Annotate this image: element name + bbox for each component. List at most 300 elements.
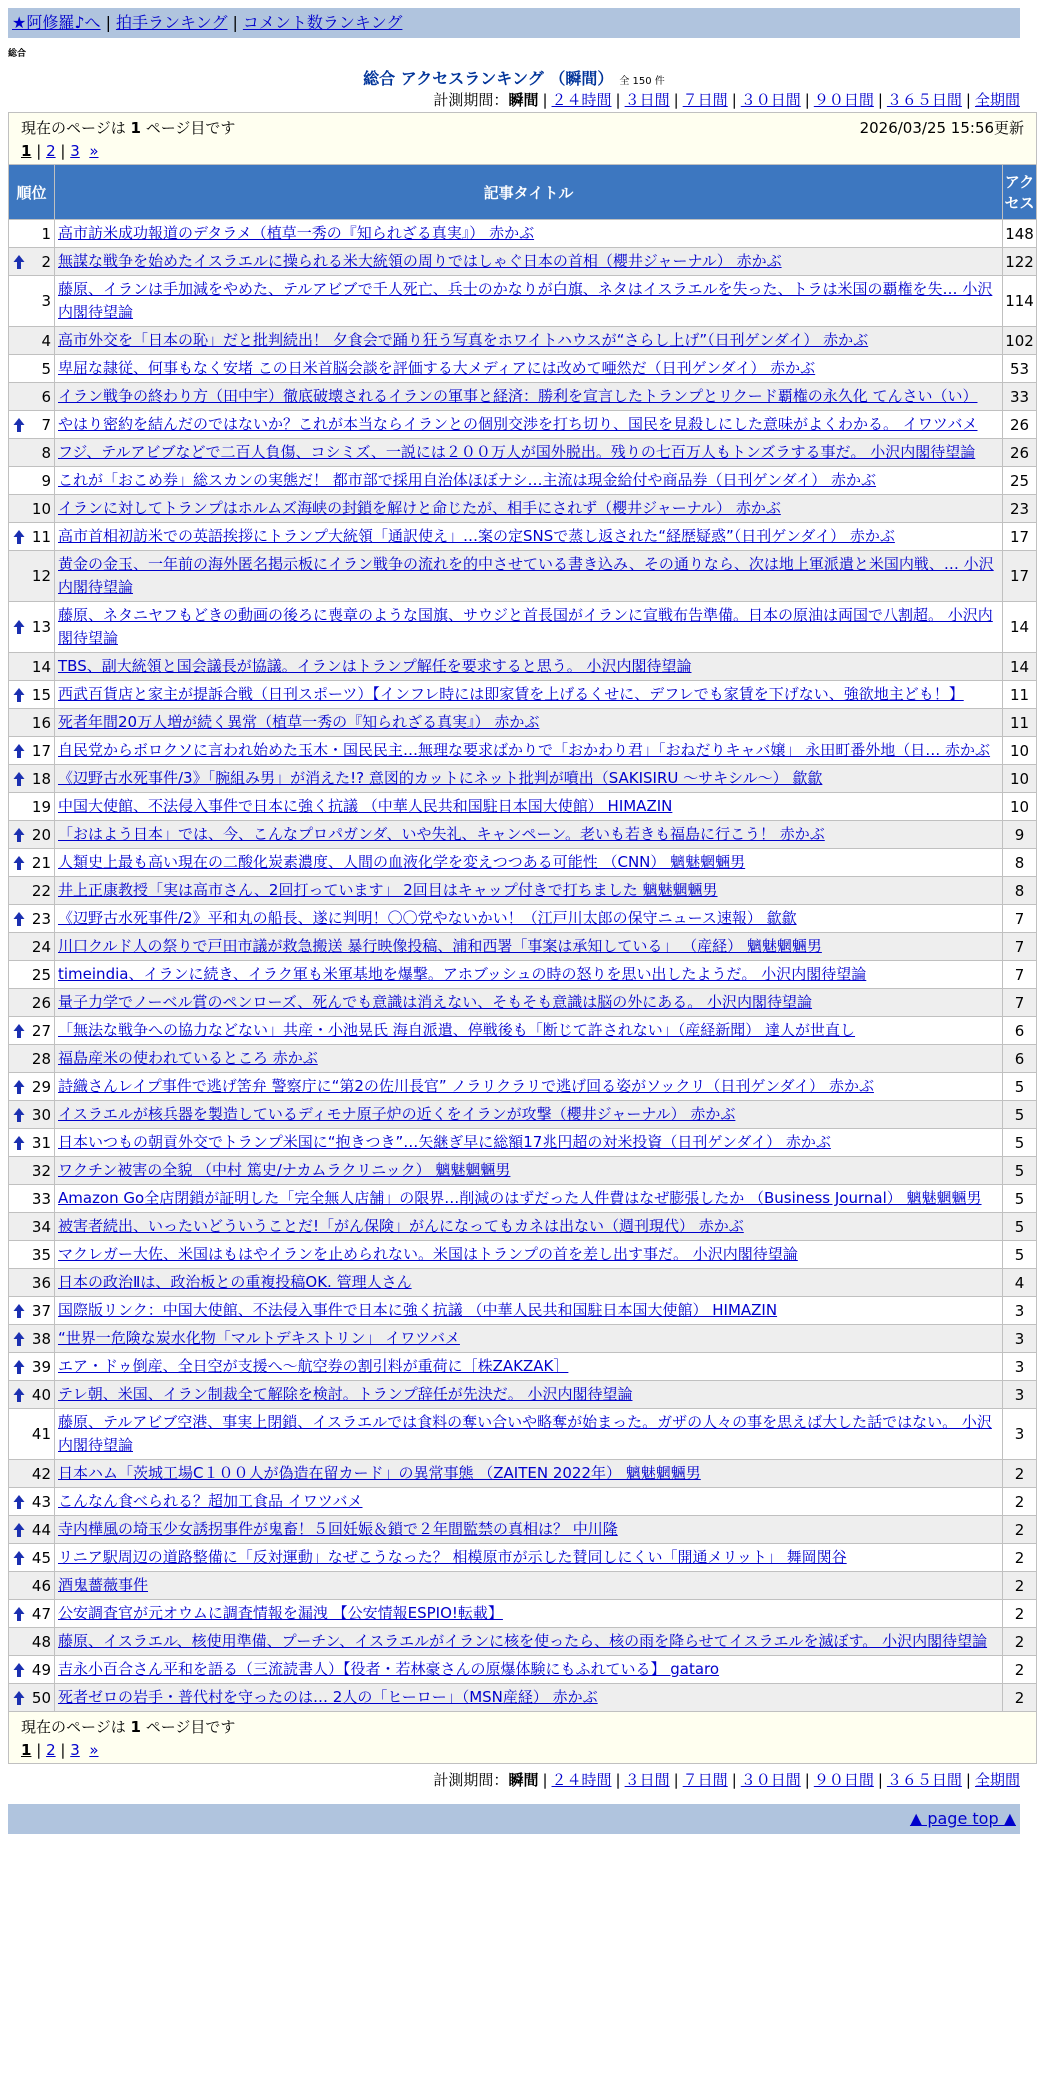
article-link[interactable]: 「無法な戦争への協力などない」共産・小池晃氏 海自派遣、停戦後も「断じて許されない」（産経新聞） 達人が世直し [58, 1021, 856, 1039]
access-count: 2 [1003, 1544, 1037, 1572]
title-cell [55, 1129, 1003, 1157]
table-row [9, 737, 1037, 765]
access-count: 114 [1003, 276, 1037, 327]
section-label: 総合 [8, 49, 27, 59]
pager-next[interactable]: » [89, 142, 99, 160]
article-link[interactable]: 《辺野古水死事件/2》平和丸の船長、遂に判明！〇〇党やないかい！（江戸川太郎の保守ニュース速報） 歙歙 [58, 909, 797, 927]
article-link[interactable]: 公安調査官が元オウムに調査情報を漏洩 【公安情報ESPIO!転載】 [58, 1604, 503, 1622]
table-row [9, 523, 1037, 551]
rank-number: 49 [31, 1660, 51, 1679]
title-cell [55, 989, 1003, 1017]
table-row [9, 1269, 1037, 1297]
rank-number: 34 [31, 1217, 51, 1236]
page-info-number: 1 [130, 1718, 141, 1736]
article-link[interactable]: 寺内樺風の埼玉少女誘拐事件が鬼畜！５回妊娠＆鎖で２年間監禁の真相は？ 中川隆 [58, 1520, 618, 1538]
article-link[interactable]: 吉永小百合さん平和を語る（三流読書人）【役者・若林豪さんの原爆体験にもふれている】 gataro [58, 1660, 720, 1678]
title-cell [55, 821, 1003, 849]
rank-number: 12 [31, 567, 51, 585]
rank-cell [9, 653, 55, 681]
rank-number: 20 [31, 825, 51, 844]
table-row [9, 602, 1037, 653]
table-row [9, 383, 1037, 411]
rank-cell [9, 439, 55, 467]
article-link[interactable]: TBS、副大統領と国会議長が協議。イランはトランプ解任を要求すると思う。 小沢内閣待望論 [58, 657, 692, 675]
pager-current: 1 [21, 142, 32, 160]
article-link[interactable]: 死者年間20万人増が続く異常（植草一秀の『知られざる真実』） 赤かぶ [58, 713, 540, 731]
article-link[interactable]: イランに対してトランプはホルムズ海峡の封鎖を解けと命じたが、相手にされず（櫻井ジャーナル） 赤かぶ [58, 499, 781, 517]
rank-cell [9, 1269, 55, 1297]
article-link[interactable]: 藤原、イランは手加減をやめた、テルアビブで千人死亡、兵士のかなりが白旗、ネタはイスラエルを失った、トラは米国の覇権を失… 小沢内閣待望論 [58, 280, 993, 321]
access-count: 3 [1003, 1325, 1037, 1353]
rank-number: 30 [31, 1105, 51, 1124]
pager-next[interactable]: » [89, 1741, 99, 1759]
title-cell [55, 1656, 1003, 1684]
table-row [9, 905, 1037, 933]
title-cell [55, 1381, 1003, 1409]
pager-separator: | [60, 142, 66, 160]
article-link[interactable]: 川口クルド人の祭りで戸田市議が救急搬送 暴行映像投稿、浦和西署「事案は承知している」 （産経） 魑魅魍魎男 [58, 937, 822, 955]
rank-number: 22 [31, 881, 51, 900]
page-top-link[interactable]: ▲ page top ▲ [909, 1809, 1016, 1828]
rank-cell [9, 765, 55, 793]
table-row [9, 1409, 1037, 1460]
title-cell [55, 248, 1003, 276]
rank-number: 14 [31, 657, 51, 676]
pager-page-3[interactable]: 3 [70, 1741, 80, 1759]
table-row [9, 1045, 1037, 1073]
access-count: 26 [1003, 411, 1037, 439]
table-row [9, 1600, 1037, 1628]
article-link[interactable]: これが「おこめ券」総スカンの実態だ！ 都市部で採用自治体ほぼナシ…主流は現金給付や商品券（日刊ゲンダイ） 赤かぶ [58, 471, 877, 489]
title-cell [55, 383, 1003, 411]
title-cell [55, 737, 1003, 765]
page-info [21, 117, 1024, 138]
table-row [9, 765, 1037, 793]
rank-number: 27 [31, 1021, 51, 1040]
access-count: 6 [1003, 1045, 1037, 1073]
article-link[interactable]: 死者ゼロの岩手・普代村を守ったのは… 2人の「ヒーロー」（MSN産経） 赤かぶ [58, 1688, 598, 1706]
up-arrow-icon [13, 1522, 25, 1538]
access-count: 5 [1003, 1241, 1037, 1269]
table-row [9, 1241, 1037, 1269]
article-link[interactable]: 詩織さんレイプ事件で逃げ筈弁 警察庁に“第2の佐川長官” ノラリクラリで逃げ回る姿がソックリ（日刊ゲンダイ） 赤かぶ [58, 1077, 874, 1095]
up-arrow-icon [13, 1387, 25, 1403]
table-row [9, 1572, 1037, 1600]
title-header: 記事タイトル [55, 165, 1003, 220]
top-nav-bar [8, 8, 1020, 38]
rank-cell [9, 1185, 55, 1213]
period-link[interactable]: ３６５日間 [886, 91, 962, 109]
up-arrow-icon [13, 911, 25, 927]
period-link[interactable]: ７日間 [682, 91, 728, 109]
table-row [9, 849, 1037, 877]
table-header-row [9, 165, 1037, 220]
period-separator: | [542, 91, 548, 109]
table-row [9, 877, 1037, 905]
period-link[interactable]: ２４時間 [551, 91, 612, 109]
access-count: 3 [1003, 1297, 1037, 1325]
access-count: 7 [1003, 905, 1037, 933]
clap-ranking-link[interactable]: 拍手ランキング [115, 13, 228, 32]
up-arrow-icon [13, 1079, 25, 1095]
article-link[interactable]: 量子力学でノーベル賞のペンローズ、死んでも意識は消えない、そもそも意識は脳の外にある。 小沢内閣待望論 [58, 993, 813, 1011]
rank-cell [9, 1213, 55, 1241]
table-row [9, 961, 1037, 989]
access-count: 8 [1003, 877, 1037, 905]
access-count: 2 [1003, 1460, 1037, 1488]
period-link[interactable]: 全期間 [974, 1771, 1020, 1789]
up-arrow-icon [13, 1494, 25, 1510]
rank-number: 25 [31, 965, 51, 984]
table-row [9, 1684, 1037, 1712]
table-row [9, 1381, 1037, 1409]
title-cell [55, 1460, 1003, 1488]
article-link[interactable]: 《辺野古水死事件/3》「腕組み男」が消えた!? 意図的カットにネット批判が噴出（SAKISIRU 〜サキシル〜） 歙歙 [58, 769, 823, 787]
access-count: 5 [1003, 1129, 1037, 1157]
rank-cell [9, 220, 55, 248]
access-count: 33 [1003, 383, 1037, 411]
rank-cell [9, 1325, 55, 1353]
access-count: 11 [1003, 681, 1037, 709]
article-link[interactable]: 中国大使館、不法侵入事件で日本に強く抗議 （中華人民共和国駐日本国大使館） HIMAZIN [58, 797, 673, 815]
table-row [9, 709, 1037, 737]
article-link[interactable]: 日本の政治Ⅱは、政治板との重複投稿OK. 管理人さん [58, 1273, 412, 1291]
rank-cell [9, 1684, 55, 1712]
article-link[interactable]: 無謀な戦争を始めたイスラエルに操られる米大統領の周りではしゃぐ日本の首相（櫻井ジャーナル） 赤かぶ [58, 252, 782, 270]
access-count: 2 [1003, 1628, 1037, 1656]
title-cell [55, 551, 1003, 602]
rank-number: 8 [41, 443, 51, 462]
title-cell [55, 439, 1003, 467]
access-count: 5 [1003, 1157, 1037, 1185]
table-row [9, 1073, 1037, 1101]
title-cell [55, 1297, 1003, 1325]
article-link[interactable]: 井上正康教授「実は高市さん、2回打っています」 2回目はキャップ付きで打ちました 魑魅魍魎男 [58, 881, 718, 899]
page-info-bottom [21, 1716, 1024, 1737]
article-link[interactable]: Amazon Go全店閉鎖が証明した「完全無人店舗」の限界…削減のはずだった人件費はなぜ膨張したか （Business Journal） 魑魅魍魎男 [58, 1189, 982, 1207]
page-info-row-bottom [9, 1712, 1037, 1764]
access-count: 8 [1003, 849, 1037, 877]
rank-number: 31 [31, 1133, 51, 1152]
table-row [9, 467, 1037, 495]
table-row [9, 793, 1037, 821]
access-header: アクセス [1003, 165, 1037, 220]
access-count: 122 [1003, 248, 1037, 276]
rank-cell [9, 1656, 55, 1684]
period-label: 計測期間： [433, 1771, 509, 1789]
article-link[interactable]: 藤原、イスラエル、核使用準備、プーチン、イスラエルがイランに核を使ったら、核の雨を降らせてイスラエルを滅ぼす。 小沢内閣待望論 [58, 1632, 988, 1650]
article-link[interactable]: フジ、テルアビブなどで二百人負傷、コシミズ、一説には２００万人が国外脱出。残りの七百万人もトンズラする事だ。 小沢内閣待望論 [58, 443, 976, 461]
rank-number: 10 [31, 499, 51, 518]
period-link[interactable]: ９０日間 [813, 91, 874, 109]
rank-cell [9, 1488, 55, 1516]
title-cell [55, 1157, 1003, 1185]
rank-number: 26 [31, 993, 51, 1012]
article-link[interactable]: 被害者続出、いったいどういうことだ!「がん保険」がんになってもカネは出ない（週刊現代） 赤かぶ [58, 1217, 744, 1235]
article-link[interactable]: 高市外交を「日本の恥」だと批判続出！ 夕食会で踊り狂う写真をホワイトハウスが“さらし上げ”（日刊ゲンダイ） 赤かぶ [58, 331, 869, 349]
comment-ranking-link[interactable]: コメント数ランキング [242, 13, 403, 32]
article-link[interactable]: 福島産米の使われているところ 赤かぶ [58, 1049, 318, 1067]
access-count: 3 [1003, 1409, 1037, 1460]
rank-header: 順位 [9, 165, 55, 220]
title-cell [55, 1516, 1003, 1544]
article-link[interactable]: 自民党からボロクソに言われ始めた玉木・国民民主…無理な要求ばかりで「おかわり君」「おねだりキャバ嬢」 永田町番外地（日… 赤かぶ [58, 741, 991, 759]
rank-cell [9, 1516, 55, 1544]
title-cell [55, 765, 1003, 793]
table-row [9, 1185, 1037, 1213]
rank-cell [9, 1297, 55, 1325]
rank-cell [9, 523, 55, 551]
rank-number: 17 [31, 741, 51, 760]
rank-cell [9, 602, 55, 653]
rank-cell [9, 276, 55, 327]
article-link[interactable]: リニア駅周辺の道路整備に「反対運動」なぜこうなった？ 相模原市が示した賛同しにくい「開通メリット」 舞岡関谷 [58, 1548, 847, 1566]
access-count: 5 [1003, 1213, 1037, 1241]
title-cell [55, 220, 1003, 248]
rank-number: 21 [31, 853, 51, 872]
access-count: 53 [1003, 355, 1037, 383]
period-link[interactable]: ９０日間 [813, 1771, 874, 1789]
access-count: 10 [1003, 765, 1037, 793]
total-count: 全 150 件 [619, 76, 665, 87]
footer-bar [8, 1804, 1020, 1834]
period-selector-bottom [8, 1768, 1020, 1792]
up-arrow-icon [13, 771, 25, 787]
table-row [9, 1297, 1037, 1325]
article-link[interactable]: 黄金の金玉、一年前の海外匿名掲示板にイラン戦争の流れを的中させている書き込み、その通りなら、次は地上軍派遣と米国内戦、… 小沢内閣待望論 [58, 555, 994, 596]
article-link[interactable]: timeindia、イランに続き、イラク軍も米軍基地を爆撃。アホブッシュの時の怒りを思い出したようだ。 小沢内閣待望論 [58, 965, 867, 983]
rank-cell [9, 793, 55, 821]
rank-cell [9, 411, 55, 439]
access-count: 2 [1003, 1572, 1037, 1600]
access-count: 14 [1003, 653, 1037, 681]
access-count: 17 [1003, 551, 1037, 602]
article-link[interactable]: イスラエルが核兵器を製造しているディモナ原子炉の近くをイランが攻撃（櫻井ジャーナル） 赤かぶ [58, 1105, 736, 1123]
title-cell [55, 1628, 1003, 1656]
up-arrow-icon [13, 254, 25, 270]
period-link[interactable]: ３６５日間 [886, 1771, 962, 1789]
table-row [9, 355, 1037, 383]
table-row [9, 495, 1037, 523]
period-link[interactable]: 全期間 [974, 91, 1020, 109]
period-separator: | [673, 1771, 679, 1789]
period-link[interactable]: ３日間 [624, 1771, 670, 1789]
period-link[interactable]: ３日間 [624, 91, 670, 109]
title-cell [55, 1409, 1003, 1460]
pager-page-2[interactable]: 2 [46, 142, 56, 160]
article-link[interactable]: テレ朝、米国、イラン制裁全て解除を検討。トランプ辞任が先決だ。 小沢内閣待望論 [58, 1385, 633, 1403]
nav-separator: | [232, 13, 238, 32]
pager-top [21, 142, 1024, 160]
access-count: 10 [1003, 737, 1037, 765]
period-separator: | [804, 1771, 810, 1789]
up-arrow-icon [13, 529, 25, 545]
nav-separator: | [105, 13, 111, 32]
article-link[interactable]: 人類史上最も高い現在の二酸化炭素濃度、人間の血液化学を変えつつある可能性 （CNN） 魑魅魍魎男 [58, 853, 746, 871]
access-count: 2 [1003, 1684, 1037, 1712]
rank-number: 40 [31, 1385, 51, 1404]
table-row [9, 327, 1037, 355]
period-link[interactable]: ３０日間 [740, 1771, 801, 1789]
article-link[interactable]: ワクチン被害の全貌 （中村 篤史/ナカムラクリニック） 魑魅魍魎男 [58, 1161, 511, 1179]
rank-number: 11 [31, 527, 51, 546]
title-cell [55, 276, 1003, 327]
article-link[interactable]: イラン戦争の終わり方（田中宇）徹底破壊されるイランの軍事と経済：勝利を宣言したトランプとリクード覇権の永久化 てんさい（い） [58, 387, 978, 405]
rank-number: 44 [31, 1520, 51, 1539]
rank-number: 39 [31, 1357, 51, 1376]
rank-number: 7 [41, 415, 51, 434]
title-cell [55, 467, 1003, 495]
rank-number: 35 [31, 1245, 51, 1264]
title-cell [55, 523, 1003, 551]
article-link[interactable]: 酒鬼薔薇事件 [58, 1576, 149, 1594]
article-link[interactable]: 藤原、テルアビブ空港、事実上閉鎖、イスラエルでは食料の奪い合いや略奪が始まった。ガザの人々の事を思えば大した話ではない。 小沢内閣待望論 [58, 1413, 992, 1454]
article-link[interactable]: 国際版リンク：中国大使館、不法侵入事件で日本に強く抗議 （中華人民共和国駐日本国大使館） HIMAZIN [58, 1301, 778, 1319]
access-count: 23 [1003, 495, 1037, 523]
page-info-pre: 現在のページは [21, 1718, 126, 1736]
rank-number: 45 [31, 1548, 51, 1567]
title-cell [55, 1213, 1003, 1241]
article-link[interactable]: 「おはよう日本」では、今、こんなプロパガンダ、いや失礼、キャンペーン。老いも若きも福島に行こう！ 赤かぶ [58, 825, 825, 843]
access-count: 10 [1003, 793, 1037, 821]
rank-cell [9, 327, 55, 355]
rank-number: 2 [41, 252, 51, 271]
title-cell [55, 653, 1003, 681]
rank-cell [9, 495, 55, 523]
article-link[interactable]: 藤原、ネタニヤフもどきの動画の後ろに喪章のような国旗、サウジと首長国がイランに宣戦布告準備。日本の原油は両国で八割超。 小沢内閣待望論 [58, 606, 993, 647]
up-arrow-icon [13, 1331, 25, 1347]
rank-number: 13 [31, 618, 51, 636]
rank-number: 43 [31, 1492, 51, 1511]
article-link[interactable]: マクレガー大佐、米国はもはやイランを止められない。米国はトランプの首を差し出す事だ。 小沢内閣待望論 [58, 1245, 798, 1263]
period-separator: | [615, 91, 621, 109]
pager-current: 1 [21, 1741, 32, 1759]
access-count: 9 [1003, 821, 1037, 849]
access-count: 3 [1003, 1381, 1037, 1409]
period-separator: | [877, 91, 883, 109]
period-separator: | [965, 1771, 971, 1789]
table-row [9, 1488, 1037, 1516]
access-count: 14 [1003, 602, 1037, 653]
rank-cell [9, 681, 55, 709]
title-cell [55, 905, 1003, 933]
up-arrow-icon [13, 1690, 25, 1706]
article-link[interactable]: “世界一危険な炭水化物「マルトデキストリン」 イワツバメ [58, 1329, 460, 1347]
title-cell [55, 1269, 1003, 1297]
article-link[interactable]: エア・ドゥ倒産、全日空が支援へ〜航空券の割引料が重荷に［株ZAKZAK］ [58, 1357, 569, 1375]
table-row [9, 989, 1037, 1017]
page-info-post: ページ目です [145, 1718, 236, 1736]
up-arrow-icon [13, 743, 25, 759]
access-count: 7 [1003, 933, 1037, 961]
table-row [9, 1017, 1037, 1045]
rank-cell [9, 1572, 55, 1600]
period-link[interactable]: ７日間 [682, 1771, 728, 1789]
period-current: 瞬間 [508, 1771, 539, 1789]
article-link[interactable]: 高市訪米成功報道のデタラメ（植草一秀の『知られざる真実』） 赤かぶ [58, 224, 535, 242]
title-cell [55, 1488, 1003, 1516]
rank-number: 29 [31, 1077, 51, 1096]
updated-time: 2026/03/25 15:56更新 [859, 119, 1025, 137]
pager-separator: | [36, 142, 42, 160]
article-link[interactable]: やはり密約を結んだのではないか？これが本当ならイランとの個別交渉を打ち切り、国民を見殺しにした意味がよくわかる。 イワツバメ [58, 415, 978, 433]
period-selector-top [8, 88, 1020, 112]
page-title [8, 66, 1020, 86]
rank-cell [9, 877, 55, 905]
rank-cell [9, 737, 55, 765]
table-row [9, 1544, 1037, 1572]
period-link[interactable]: ３０日間 [740, 91, 801, 109]
home-link[interactable]: ★阿修羅♪へ [12, 13, 101, 32]
period-link[interactable]: ２４時間 [551, 1771, 612, 1789]
title-cell [55, 1185, 1003, 1213]
pager-bottom [21, 1741, 1024, 1759]
rank-number: 23 [31, 909, 51, 928]
title-cell [55, 877, 1003, 905]
title-cell [55, 1017, 1003, 1045]
access-count: 7 [1003, 961, 1037, 989]
table-row [9, 411, 1037, 439]
table-row [9, 1325, 1037, 1353]
title-cell [55, 1045, 1003, 1073]
rank-cell [9, 821, 55, 849]
title-cell [55, 1101, 1003, 1129]
rank-cell [9, 1381, 55, 1409]
up-arrow-icon [13, 855, 25, 871]
rank-cell [9, 1017, 55, 1045]
access-count: 2 [1003, 1600, 1037, 1628]
article-link[interactable]: こんなん食べられる？超加工食品 イワツバメ [58, 1492, 363, 1510]
table-row [9, 933, 1037, 961]
table-row [9, 1656, 1037, 1684]
article-link[interactable]: 高市首相初訪米での英語挨拶にトランプ大統領「通訳使え」…案の定SNSで蒸し返された“経歴疑惑”（日刊ゲンダイ） 赤かぶ [58, 527, 895, 545]
title-cell [55, 681, 1003, 709]
up-arrow-icon [13, 1550, 25, 1566]
access-count: 2 [1003, 1656, 1037, 1684]
rank-number: 33 [31, 1189, 51, 1208]
access-count: 7 [1003, 989, 1037, 1017]
rank-number: 5 [41, 359, 51, 378]
rank-number: 50 [31, 1688, 51, 1707]
title-cell [55, 1073, 1003, 1101]
rank-cell [9, 1460, 55, 1488]
up-arrow-icon [13, 417, 25, 433]
article-link[interactable]: 卑屈な隷従、何事もなく安堵 この日米首脳会談を評価する大メディアには改めて唖然だ（日刊ゲンダイ） 赤かぶ [58, 359, 816, 377]
rank-cell [9, 989, 55, 1017]
access-count: 5 [1003, 1185, 1037, 1213]
title-cell [55, 1241, 1003, 1269]
pager-page-3[interactable]: 3 [70, 142, 80, 160]
access-count: 5 [1003, 1073, 1037, 1101]
title-cell [55, 709, 1003, 737]
rank-cell [9, 1409, 55, 1460]
pager-page-2[interactable]: 2 [46, 1741, 56, 1759]
table-row [9, 1460, 1037, 1488]
up-arrow-icon [13, 1662, 25, 1678]
article-link[interactable]: 西武百貨店と家主が提訴合戦（日刊スポーツ）【インフレ時には即家賃を上げるくせに、デフレでも家賃を下げない、強欲地主ども！】 [58, 685, 964, 703]
title-cell [55, 793, 1003, 821]
article-link[interactable]: 日本いつもの朝貢外交でトランプ米国に“抱きつき”…矢継ぎ早に総額17兆円超の対米投資（日刊ゲンダイ） 赤かぶ [58, 1133, 831, 1151]
rank-number: 18 [31, 769, 51, 788]
table-row [9, 276, 1037, 327]
access-count: 2 [1003, 1488, 1037, 1516]
table-row [9, 1157, 1037, 1185]
up-arrow-icon [13, 1606, 25, 1622]
article-link[interactable]: 日本ハム「茨城工場C１００人が偽造在留カード」の異常事態 （ZAITEN 2022年） 魑魅魍魎男 [58, 1464, 701, 1482]
rank-number: 36 [31, 1273, 51, 1292]
page-info-pre: 現在のページは [21, 119, 126, 137]
rank-number: 42 [31, 1464, 51, 1483]
